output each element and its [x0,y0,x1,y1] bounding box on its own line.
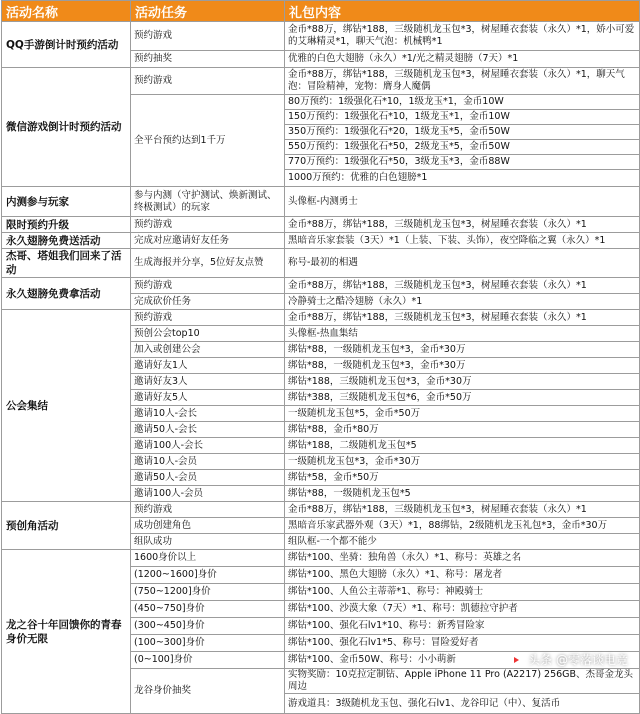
gift-cell: 绑钻*388，三级随机龙玉包*6，金币*50万 [285,390,640,406]
table-row [2,278,640,294]
task-cell: (300~450]身价 [131,618,285,635]
task-cell: 预约游戏 [131,217,285,233]
task-cell: 邀请10人-会员 [131,454,285,470]
task-cell: (1200~1600]身价 [131,567,285,584]
gift-cell: 绑钻*88，金币*80万 [285,422,640,438]
watermark-text: 头条 @零落谈电竞 [528,653,628,667]
activity-name: 杰哥、塔姐我们回来了活动 [2,249,131,278]
task-cell: 邀请10人-会长 [131,406,285,422]
task-cell: 全平台预约达到1千万 [131,95,285,187]
table-row [2,550,640,567]
gift-cell: 一级随机龙玉包*3，金币*30万 [285,454,640,470]
gift-cell: 绑钻*188，二级随机龙玉包*5 [285,438,640,454]
gift-cell: 黑暗音乐家武器外观（3天）*1，88绑钻，2级随机龙玉礼包*3，金币*30万 [285,518,640,534]
gift-cell: 金币*88万，绑钻*188，三级随机龙玉包*3，树屋睡衣套装（永久）*1 [285,502,640,518]
table-row [2,68,640,95]
gift-cell: 绑钻*100、强化石lv1*10、称号：新秀冒险家 [285,618,640,635]
gift-cell: 组队框-一个都不能少 [285,534,640,550]
task-cell: 龙谷身价抽奖 [131,669,285,714]
gift-cell: 80万预约：1级强化石*10，1级龙玉*1，金币10W [285,95,640,110]
gift-cell: 绑钻*100、强化石lv1*5、称号：冒险爱好者 [285,635,640,652]
task-cell: 成功创建角色 [131,518,285,534]
activity-name: 内测参与玩家 [2,187,131,217]
gift-cell: 头像框-内测勇士 [285,187,640,217]
task-cell: 预约游戏 [131,68,285,95]
table-row [2,217,640,233]
watermark [508,651,628,668]
task-cell: 邀请100人-会长 [131,438,285,454]
task-cell: (0~100]身价 [131,652,285,669]
gift-cell: 150万预约：1级强化石*10，1级龙玉*1，金币10W [285,110,640,125]
task-cell: 完成对应邀请好友任务 [131,233,285,249]
activity-name: 微信游戏倒计时预约活动 [2,68,131,187]
task-cell: 邀请50人-会长 [131,422,285,438]
table-row [2,22,640,51]
gift-cell: 350万预约：1级强化石*20，1级龙玉*5，金币50W [285,125,640,140]
table-row [2,310,640,326]
gift-cell: 1000万预约：优雅的白色翅膀*1 [285,170,640,187]
task-cell: 1600身价以上 [131,550,285,567]
gift-cell: 黑暗音乐家套装（3天）*1（上装、下装、头饰），夜空降临之翼（永久）*1 [285,233,640,249]
task-cell: 邀请50人-会员 [131,470,285,486]
gift-cell: 550万预约：1级强化石*50，2级龙玉*5，金币50W [285,140,640,155]
activity-name: 预创角活动 [2,502,131,550]
activity-name: 龙之谷十年回馈你的青春 身价无限 [2,550,131,714]
gift-cell: 冷静骑士之酷冷翅膀（永久）*1 [285,294,640,310]
task-cell: 组队成功 [131,534,285,550]
gift-cell: 绑钻*88，一级随机龙玉包*3，金币*30万 [285,358,640,374]
task-cell: 预约游戏 [131,310,285,326]
gift-cell: 金币*88万，绑钻*188，三级随机龙玉包*3，树屋睡衣套装（永久）*1 [285,278,640,294]
gift-cell: 优雅的白色大翅膀（永久）*1/光之精灵翅膀（7天）*1 [285,51,640,68]
table-row [2,187,640,217]
header-activity: 活动名称 [2,1,131,22]
header-row [2,1,640,22]
gift-cell: 770万预约：1级强化石*50，3级龙玉*3，金币88W [285,155,640,170]
task-cell: 生成海报并分享，5位好友点赞 [131,249,285,278]
activity-name: 永久翅膀免费送活动 [2,233,131,249]
task-cell: 预约游戏 [131,22,285,51]
task-cell: (450~750]身价 [131,601,285,618]
gift-cell: 绑钻*100、人鱼公主蒂蒂*1、称号：神殿骑士 [285,584,640,601]
gift-cell: 金币*88万，绑钻*188，三级随机龙玉包*3，树屋睡衣套装（永久）*1，聊天气泡：冒险精神，宠物：膺身人魔偶 [285,68,640,95]
play-icon [508,652,524,668]
activity-name: QQ手游倒计时预约活动 [2,22,131,68]
header-task: 活动任务 [131,1,285,22]
gift-cell: 金币*88万，绑钻*188，三级随机龙玉包*3，树屋睡衣套装（永久）*1 [285,217,640,233]
gift-cell: 绑钻*100、黑色大翅膀（永久）*1、称号：屠龙者 [285,567,640,584]
task-cell: 预约游戏 [131,278,285,294]
task-cell: 邀请100人-会员 [131,486,285,502]
table-row [2,502,640,518]
table-row [2,233,640,249]
gift-cell: 绑钻*188，三级随机龙玉包*3，金币*30万 [285,374,640,390]
task-cell: 预约抽奖 [131,51,285,68]
gift-cell: 绑钻*100、坐骑：独角兽（永久）*1、称号：英雄之名 [285,550,640,567]
task-cell: (750~1200]身价 [131,584,285,601]
task-cell: 邀请好友3人 [131,374,285,390]
gift-cell: 金币*88万，绑钻*188，三级随机龙玉包*3，树屋睡衣套装（永久）*1，娇小可爱的艾琳精灵*1，聊天气泡：机械鸭*1 [285,22,640,51]
task-cell: 参与内测（守护测试、焕新测试、终极测试）的玩家 [131,187,285,217]
header-gift: 礼包内容 [285,1,640,22]
gift-cell: 实物奖励：10克拉定制钻、Apple iPhone 11 Pro (A2217) 256GB、杰哥金龙头周边 [285,669,640,694]
gift-cell: 游戏道具：3级随机龙玉包、强化石lv1、龙谷印记（中）、复活币 [285,694,640,714]
gift-cell: 绑钻*100、金币50W、称号：小小萌新 [285,652,640,669]
activity-name: 公会集结 [2,310,131,502]
task-cell: 预约游戏 [131,502,285,518]
task-cell: 邀请好友5人 [131,390,285,406]
activity-table [1,0,640,714]
gift-cell: 一级随机龙玉包*5，金币*50万 [285,406,640,422]
task-cell: 邀请好友1人 [131,358,285,374]
gift-cell: 绑钻*88，一级随机龙玉包*3，金币*30万 [285,342,640,358]
gift-cell: 头像框-热血集结 [285,326,640,342]
table-row [2,249,640,278]
task-cell: 加入或创建公会 [131,342,285,358]
gift-cell: 绑钻*100、沙漠大象（7天）*1、称号：凯德拉守护者 [285,601,640,618]
gift-cell: 称号-最初的相遇 [285,249,640,278]
gift-cell: 绑钻*58，金币*50万 [285,470,640,486]
gift-cell: 金币*88万，绑钻*188，三级随机龙玉包*3，树屋睡衣套装（永久）*1 [285,310,640,326]
task-cell: 完成砍价任务 [131,294,285,310]
task-cell: 预创公会top10 [131,326,285,342]
activity-name: 永久翅膀免费拿活动 [2,278,131,310]
gift-cell: 绑钻*88，一级随机龙玉包*5 [285,486,640,502]
task-cell: (100~300]身价 [131,635,285,652]
activity-name: 限时预约升级 [2,217,131,233]
